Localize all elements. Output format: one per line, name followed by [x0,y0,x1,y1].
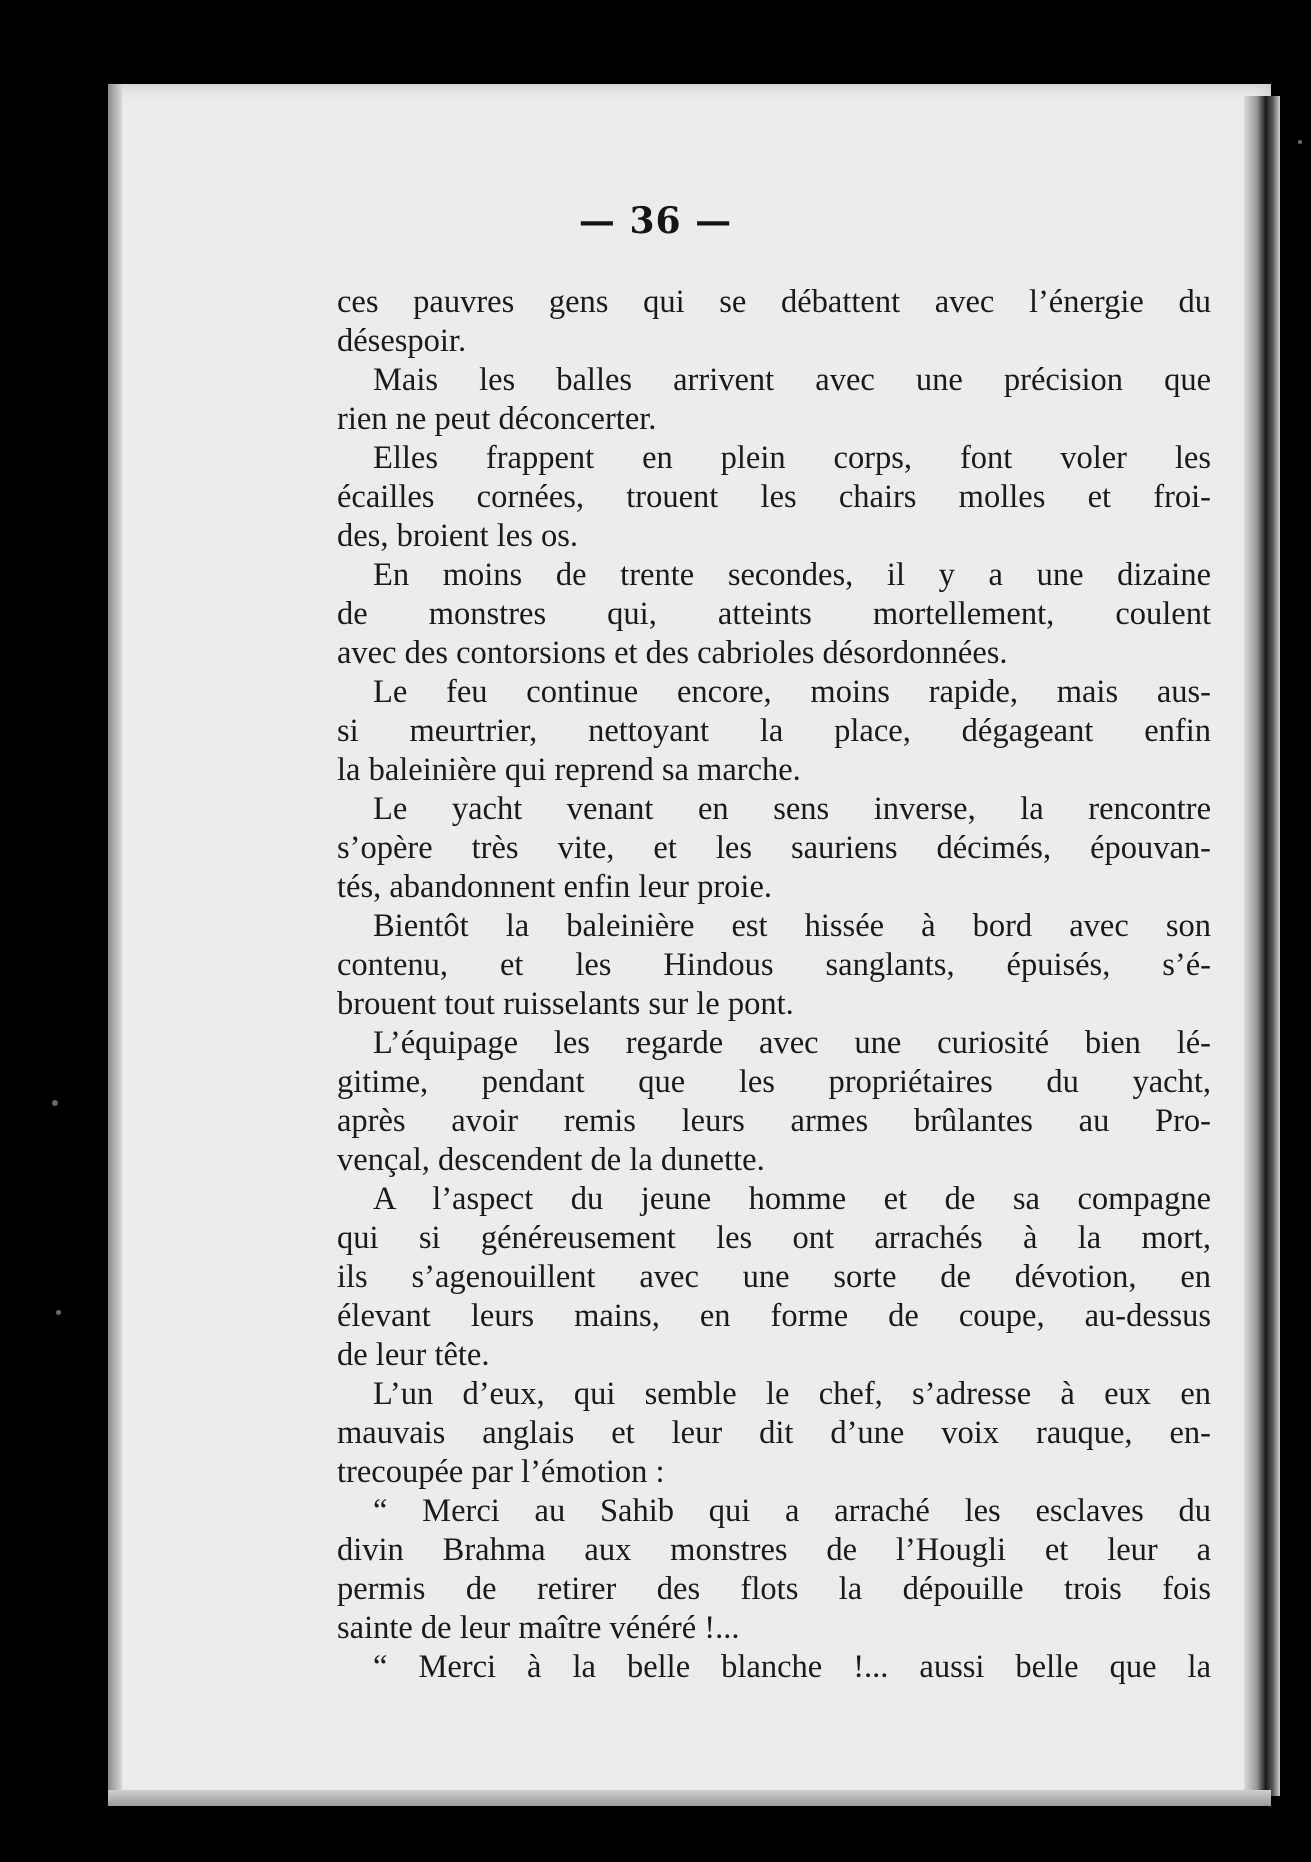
text-line: gitime, pendant que les propriétaires du yacht, [337,1064,1211,1100]
text-line: de leur tête. [337,1337,490,1373]
text-line: permis de retirer des flots la dépouille trois fois [337,1571,1211,1607]
text-line: sainte de leur maître vénéré !... [337,1610,740,1646]
scan-speck [52,1100,58,1106]
text-line: contenu, et les Hindous sanglants, épuisés, s’é- [337,947,1211,983]
text-line: Elles frappent en plein corps, font voler les [373,440,1211,476]
page-number: — 36 — [578,200,733,242]
text-line: Le feu continue encore, moins rapide, mais aus- [373,674,1211,710]
text-line: après avoir remis leurs armes brûlantes au Pro- [337,1103,1211,1139]
text-line: “ Merci à la belle blanche !... aussi belle que la [373,1649,1211,1685]
text-line: rien ne peut déconcerter. [337,401,657,437]
text-line: écailles cornées, trouent les chairs molles et froi- [337,479,1211,515]
text-line: désespoir. [337,323,467,359]
text-line: “ Merci au Sahib qui a arraché les esclaves du [373,1493,1211,1529]
text-line: L’équipage les regarde avec une curiosité bien lé- [373,1025,1211,1061]
page-left-edge [108,84,122,1806]
text-line: si meurtrier, nettoyant la place, dégageant enfin [337,713,1211,749]
text-line: En moins de trente secondes, il y a une dizaine [373,557,1211,593]
text-line: de monstres qui, atteints mortellement, coulent [337,596,1211,632]
text-line: la baleinière qui reprend sa marche. [337,752,801,788]
body-text [337,283,1211,1687]
scan-speck [1298,140,1302,144]
text-line: vençal, descendent de la dunette. [337,1142,765,1178]
text-line: divin Brahma aux monstres de l’Hougli et leur a [337,1532,1211,1568]
text-line: L’un d’eux, qui semble le chef, s’adresse à eux en [373,1376,1211,1412]
text-line: des, broient les os. [337,518,579,554]
text-line: avec des contorsions et des cabrioles désordonnées. [337,635,1008,671]
page-binding-edge [1244,96,1280,1796]
text-line: Bientôt la baleinière est hissée à bord avec son [373,908,1211,944]
text-line: ils s’agenouillent avec une sorte de dévotion, en [337,1259,1211,1295]
text-line: tés, abandonnent enfin leur proie. [337,869,772,905]
scan-speck [56,1310,61,1315]
text-line: mauvais anglais et leur dit d’une voix rauque, en- [337,1415,1211,1451]
text-line: ces pauvres gens qui se débattent avec l’énergie du [337,284,1211,320]
text-line: Mais les balles arrivent avec une précision que [373,362,1211,398]
text-line: Le yacht venant en sens inverse, la rencontre [373,791,1211,827]
text-line: élevant leurs mains, en forme de coupe, au-dessus [337,1298,1211,1334]
text-line: qui si généreusement les ont arrachés à la mort, [337,1220,1211,1256]
text-line: brouent tout ruisselants sur le pont. [337,986,794,1022]
text-line: trecoupée par l’émotion : [337,1454,665,1490]
text-line: s’opère très vite, et les sauriens décimés, épouvan- [337,830,1211,866]
page-bottom-edge [108,1790,1271,1806]
text-line: A l’aspect du jeune homme et de sa compagne [373,1181,1211,1217]
